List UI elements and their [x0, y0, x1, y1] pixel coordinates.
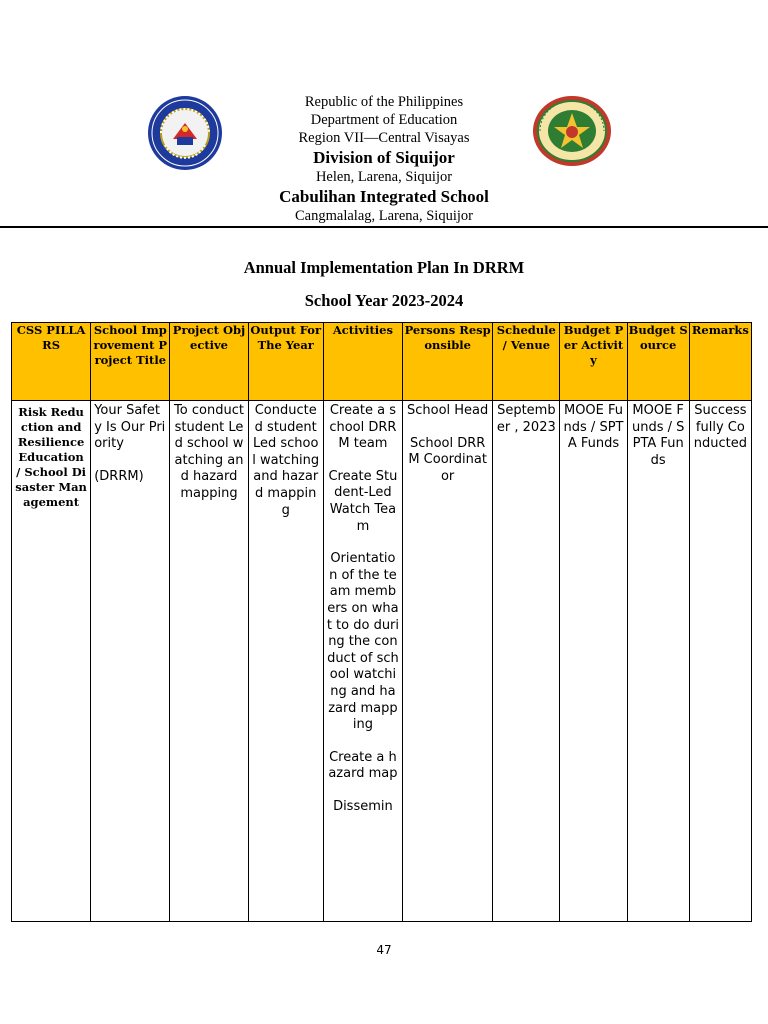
remarks-text: Successfully Conducted: [693, 403, 747, 452]
activity-item: Create a hazard map: [328, 749, 398, 782]
page-number: 47: [376, 943, 392, 957]
table-row: [12, 401, 752, 922]
objective-cell: [170, 401, 248, 922]
pillar-text: Risk Reduction and Resilience Education / School Disaster Management: [15, 405, 87, 509]
objective-text: To conduct student Led school watching and hazard mapping: [174, 403, 244, 501]
remarks-cell: [689, 401, 751, 922]
column-header: Persons Responsible: [403, 323, 493, 401]
column-header: Project Objective: [170, 323, 248, 401]
column-header: Activities: [323, 323, 402, 401]
output-cell: [248, 401, 323, 922]
source-cell: [627, 401, 689, 922]
person-item: School DRRM Coordinator: [408, 435, 487, 484]
column-header: Budget Source: [627, 323, 689, 401]
division-address: Helen, Larena, Siquijor: [315, 169, 453, 185]
school-name: Cabulihan Integrated School: [279, 187, 489, 206]
output-text: Conducted student Led school watching and hazard mapping: [252, 403, 320, 518]
person-item: School Head: [406, 403, 489, 418]
source-text: MOOE Funds / SPTA Funds: [631, 403, 685, 468]
activity-item: Create a school DRRM team: [329, 403, 397, 452]
column-header: CSS PILLARS: [12, 323, 91, 401]
budget-text: MOOE Funds / SPTA Funds: [563, 403, 624, 452]
school-year: School Year 2023-2024: [304, 291, 464, 310]
project-title-cell: [91, 401, 170, 922]
header-divider: [0, 226, 768, 228]
division-seal-logo: [532, 95, 612, 167]
activities-cell: [323, 401, 402, 922]
activity-item: Create Student-Led Watch Team: [328, 468, 398, 534]
schedule-cell: [493, 401, 560, 922]
column-header: Budget Per Activity: [560, 323, 627, 401]
schedule-text: September , 2023: [496, 403, 556, 435]
column-header: Remarks: [689, 323, 751, 401]
activity-item: Orientation of the team members on what to do during the conduct of school watching and hazard mapping: [326, 551, 400, 733]
division-name: Division of Siquijor: [313, 148, 455, 167]
school-address: Cangmalalag, Larena, Siquijor: [295, 208, 473, 224]
pillar-cell: [12, 401, 91, 922]
document-title: Annual Implementation Plan In DRRM: [243, 258, 525, 277]
column-header: Schedule / Venue: [493, 323, 560, 401]
header-line-1: Republic of the Philippines: [304, 94, 464, 110]
column-header: School Improvement Project Title: [91, 323, 170, 401]
header-line-3: Region VII—Central Visayas: [298, 130, 470, 146]
activity-item: Dissemin: [333, 798, 393, 814]
column-header: Output For The Year: [248, 323, 323, 401]
implementation-plan-table: [11, 322, 752, 922]
table-header-row: [12, 323, 752, 401]
budget-cell: [560, 401, 627, 922]
persons-cell: [403, 401, 493, 922]
project-title: Your Safety Is Our Priority: [94, 403, 166, 452]
header-line-2: Department of Education: [310, 112, 458, 128]
project-code: (DRRM): [94, 468, 144, 484]
